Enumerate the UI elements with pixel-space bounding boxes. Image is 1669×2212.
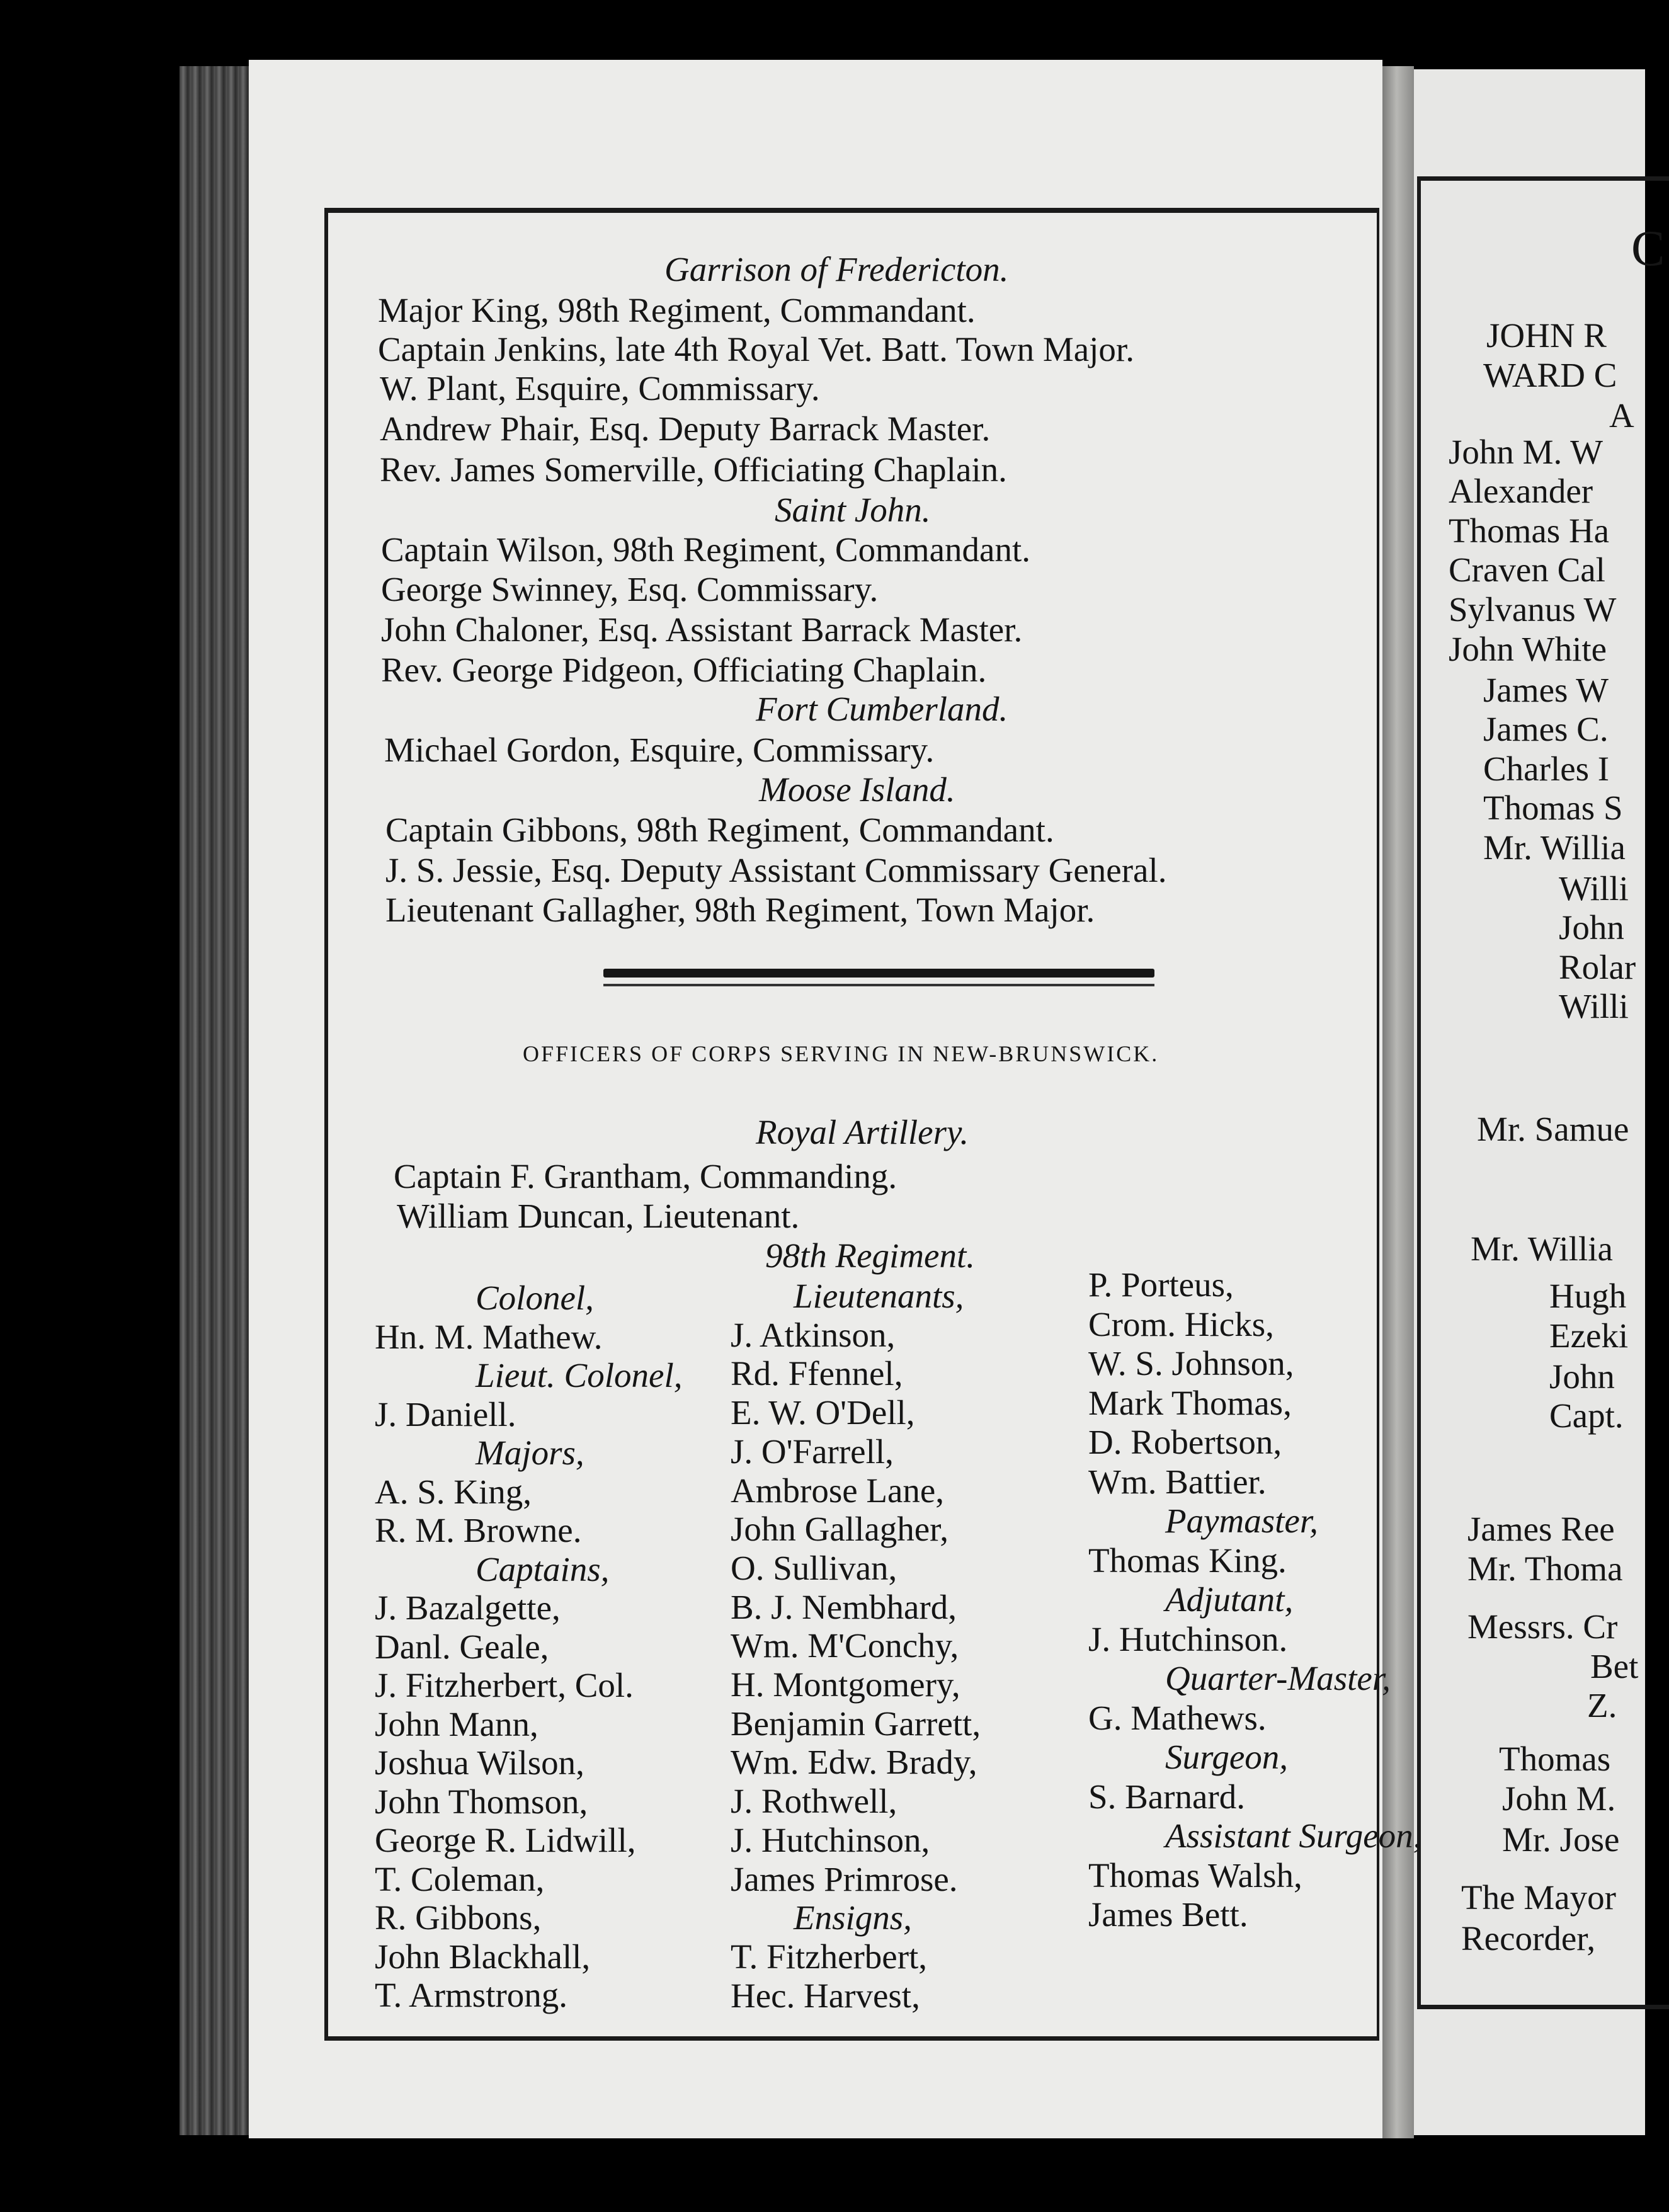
right-page-line: A xyxy=(1609,396,1634,435)
officer-name: J. Atkinson, xyxy=(731,1316,896,1354)
rank-heading: Colonel, xyxy=(476,1279,594,1317)
right-page-line: Charles I xyxy=(1483,750,1610,788)
garrison-line: Michael Gordon, Esquire, Commissary. xyxy=(384,731,935,769)
right-page-line: WARD C xyxy=(1483,356,1617,394)
officer-name: Wm. Battier. xyxy=(1088,1462,1267,1501)
officer-name: John Blackhall, xyxy=(375,1937,591,1976)
officer-name: J. Hutchinson. xyxy=(1088,1620,1288,1658)
rank-heading: Lieut. Colonel, xyxy=(476,1356,683,1394)
officer-name: E. W. O'Dell, xyxy=(731,1393,915,1432)
right-page-line: Mr. Samue xyxy=(1477,1110,1629,1148)
officers-heading: OFFICERS OF CORPS SERVING IN NEW-BRUNSWICK. xyxy=(523,1041,1159,1066)
right-page-line: Z. xyxy=(1587,1686,1617,1725)
officer-name: O. Sullivan, xyxy=(731,1549,897,1587)
right-page-line: James Ree xyxy=(1467,1510,1615,1548)
garrison-line: Captain Jenkins, late 4th Royal Vet. Batt. Town Major. xyxy=(378,330,1134,368)
fort-cumberland-heading: Fort Cumberland. xyxy=(756,690,1008,728)
garrison-line: Captain Wilson, 98th Regiment, Commandant. xyxy=(381,530,1030,569)
right-page-line: Craven Cal xyxy=(1449,550,1605,589)
right-page-line: Rolar xyxy=(1559,948,1636,986)
right-page-line: Mr. Willia xyxy=(1471,1229,1613,1268)
rank-heading: Paymaster, xyxy=(1165,1502,1318,1540)
officer-name: Thomas Walsh, xyxy=(1088,1856,1302,1895)
garrison-line: George Swinney, Esq. Commissary. xyxy=(381,570,879,608)
right-page-line: James W xyxy=(1483,671,1609,709)
officer-name: J. Fitzherbert, Col. xyxy=(375,1666,634,1704)
right-page-line: John M. W xyxy=(1449,433,1603,471)
right-page-line: Recorder, xyxy=(1461,1919,1596,1958)
right-page-line: Capt. xyxy=(1549,1396,1624,1435)
officer-name: James Primrose. xyxy=(731,1860,958,1898)
garrison-line: Andrew Phair, Esq. Deputy Barrack Master. xyxy=(380,409,991,448)
officer-name: Mark Thomas, xyxy=(1088,1384,1292,1422)
royal-artillery-heading: Royal Artillery. xyxy=(756,1113,969,1151)
right-page-line: C xyxy=(1631,221,1665,276)
officer-name: Rd. Ffennel, xyxy=(731,1354,903,1393)
garrison-line: Lieutenant Gallagher, 98th Regiment, Town Major. xyxy=(385,891,1095,929)
officer-name: T. Armstrong. xyxy=(375,1976,568,2014)
rank-heading: Ensigns, xyxy=(794,1898,912,1937)
right-page-line: John xyxy=(1559,908,1624,947)
section-divider-rule xyxy=(603,969,1154,978)
right-page-line: Mr. Thoma xyxy=(1467,1549,1623,1588)
garrison-line: Rev. George Pidgeon, Officiating Chaplain. xyxy=(381,651,987,689)
officer-name: John Mann, xyxy=(375,1705,538,1743)
right-page-line: Thomas Ha xyxy=(1449,511,1610,550)
garrison-line: Major King, 98th Regiment, Commandant. xyxy=(378,291,976,329)
rank-heading: Assistant Surgeon, xyxy=(1165,1816,1422,1855)
saint-john-heading: Saint John. xyxy=(775,491,931,529)
right-page-line: The Mayor xyxy=(1461,1878,1616,1917)
officer-name: W. S. Johnson, xyxy=(1088,1344,1294,1382)
officer-name: J. Rothwell, xyxy=(731,1782,897,1820)
officer-name: Thomas King. xyxy=(1088,1541,1287,1580)
officer-name: D. Robertson, xyxy=(1088,1423,1282,1461)
officer-name: T. Coleman, xyxy=(375,1860,545,1898)
officer-name: Danl. Geale, xyxy=(375,1628,549,1666)
officer-name: P. Porteus, xyxy=(1088,1265,1234,1304)
officer-name: Crom. Hicks, xyxy=(1088,1305,1274,1343)
officer-name: Ambrose Lane, xyxy=(731,1471,945,1510)
officer-name: H. Montgomery, xyxy=(731,1665,960,1704)
officer-name: R. Gibbons, xyxy=(375,1898,542,1937)
officer-name: B. J. Nembhard, xyxy=(731,1588,957,1626)
officer-name: J. Hutchinson, xyxy=(731,1821,930,1859)
garrison-line: J. S. Jessie, Esq. Deputy Assistant Commissary General. xyxy=(385,851,1167,889)
officer-name: J. Bazalgette, xyxy=(375,1588,561,1627)
officer-name: S. Barnard. xyxy=(1088,1777,1245,1816)
right-page-line: Willi xyxy=(1559,987,1629,1025)
garrison-line: Captain Gibbons, 98th Regiment, Commandant. xyxy=(385,811,1054,849)
officer-name: John Gallagher, xyxy=(731,1510,949,1548)
officer-name: A. S. King, xyxy=(375,1473,532,1511)
garrison-heading: Garrison of Fredericton. xyxy=(664,250,1009,288)
garrison-line: John Chaloner, Esq. Assistant Barrack Master. xyxy=(381,610,1023,649)
rank-heading: Quarter-Master, xyxy=(1165,1659,1391,1697)
officer-name: Hec. Harvest, xyxy=(731,1976,920,2015)
officer-name: Hn. M. Mathew. xyxy=(375,1318,603,1356)
right-page-line: John White xyxy=(1449,630,1607,668)
right-page-line: Mr. Willia xyxy=(1483,828,1626,867)
garrison-line: Rev. James Somerville, Officiating Chaplain. xyxy=(380,450,1007,489)
officer-name: George R. Lidwill, xyxy=(375,1821,636,1859)
officer-name: G. Mathews. xyxy=(1088,1699,1267,1737)
rank-heading: Adjutant, xyxy=(1165,1580,1294,1619)
officer-name: T. Fitzherbert, xyxy=(731,1937,928,1976)
garrison-line: W. Plant, Esquire, Commissary. xyxy=(380,369,820,408)
officer-name: James Bett. xyxy=(1088,1895,1248,1934)
right-page-line: Messrs. Cr xyxy=(1467,1607,1618,1646)
right-page-line: John xyxy=(1549,1357,1615,1396)
officer-name: J. Daniell. xyxy=(375,1395,516,1434)
rank-heading: Lieutenants, xyxy=(794,1277,964,1315)
officer-name: J. O'Farrell, xyxy=(731,1432,894,1471)
officer-name: Benjamin Garrett, xyxy=(731,1704,981,1743)
right-page-line: Mr. Jose xyxy=(1502,1820,1620,1859)
right-page-line: Bet xyxy=(1590,1647,1639,1685)
rank-heading: Surgeon, xyxy=(1165,1738,1289,1776)
right-page-line: John M. xyxy=(1502,1779,1616,1818)
book-spine xyxy=(179,66,249,2135)
right-page-line: Willi xyxy=(1559,869,1629,908)
officer-name: Joshua Wilson, xyxy=(375,1743,584,1782)
right-page-line: Hugh xyxy=(1549,1277,1627,1315)
right-page-line: Thomas S xyxy=(1483,789,1623,827)
rank-heading: Majors, xyxy=(476,1434,584,1472)
right-page-line: Sylvanus W xyxy=(1449,590,1617,629)
right-page-line: James C. xyxy=(1483,710,1609,748)
officer-name: R. M. Browne. xyxy=(375,1511,582,1549)
section-divider-rule-thin xyxy=(603,984,1154,986)
officer-name: Wm. Edw. Brady, xyxy=(731,1743,977,1781)
officer-name: Wm. M'Conchy, xyxy=(731,1626,959,1665)
artillery-line: William Duncan, Lieutenant. xyxy=(397,1197,800,1235)
right-page-line: JOHN R xyxy=(1486,316,1607,355)
right-page-line: Ezeki xyxy=(1549,1316,1629,1355)
right-page-line: Thomas xyxy=(1499,1740,1611,1778)
rank-heading: Captains, xyxy=(476,1550,610,1588)
regiment-heading: 98th Regiment. xyxy=(765,1236,975,1275)
right-page-line: Alexander xyxy=(1449,472,1593,510)
moose-island-heading: Moose Island. xyxy=(759,770,955,809)
artillery-line: Captain F. Grantham, Commanding. xyxy=(394,1157,897,1195)
officer-name: John Thomson, xyxy=(375,1782,588,1821)
